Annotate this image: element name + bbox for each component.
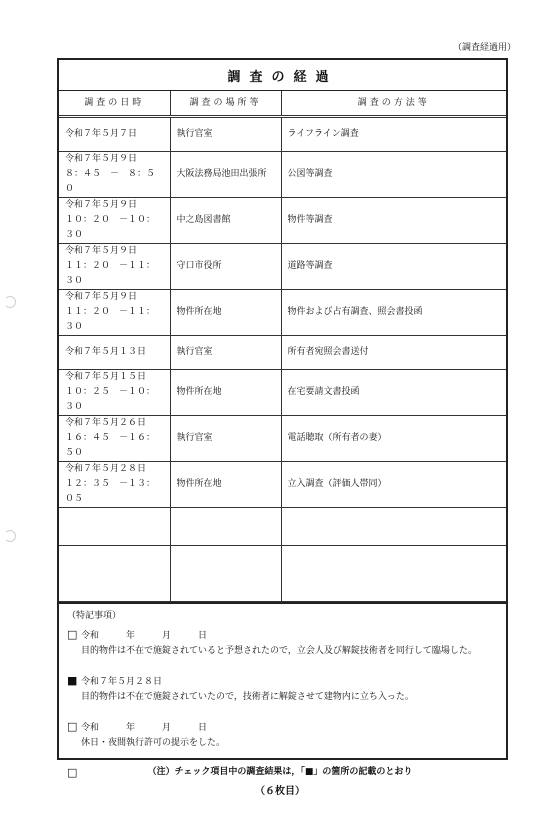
note-item: [67, 628, 498, 656]
cell-method: 立入調査（評価人帯同）: [281, 462, 506, 508]
cell-place: [170, 546, 281, 602]
cell-place: 中之島図書館: [170, 198, 281, 244]
note-item: [67, 720, 498, 748]
cell-method: 電話聴取（所有者の妻）: [281, 416, 506, 462]
cell-date: 令和７年５月７日: [59, 117, 170, 152]
investigation-table: [59, 91, 506, 602]
notes-heading: （特記事項）: [67, 611, 122, 621]
note-text: 休日・夜間執行許可の提示をした。: [81, 738, 226, 748]
note-date: 令和 年 月 日: [81, 631, 208, 641]
cell-date: 令和７年５月１３日: [59, 336, 170, 370]
footnote: （注）チェック項目中の調査結果は，「■」の箇所の記載のとおり: [147, 767, 413, 777]
cell-place: [170, 508, 281, 546]
cell-date: 令和７年５月９日 ８：４５ － ８：５０: [59, 152, 170, 198]
table-row: [59, 290, 506, 336]
cell-place: 守口市役所: [170, 244, 281, 290]
note-date: 令和７年５月２８日: [81, 677, 163, 687]
table-header-row: [59, 91, 506, 117]
table-row: [59, 508, 506, 546]
cell-date: [59, 546, 170, 602]
cell-method: [281, 546, 506, 602]
table-row: [59, 462, 506, 508]
table-row: [59, 336, 506, 370]
form-label: （調査経過用）: [452, 43, 516, 53]
cell-method: ライフライン調査: [281, 117, 506, 152]
cell-date: 令和７年５月９日 １１：２０ －１１：３０: [59, 244, 170, 290]
cell-place: 物件所在地: [170, 370, 281, 416]
cell-method: 道路等調査: [281, 244, 506, 290]
table-row: [59, 152, 506, 198]
cell-date: [59, 508, 170, 546]
cell-method: 所有者宛照会書送付: [281, 336, 506, 370]
cell-place: 物件所在地: [170, 462, 281, 508]
column-header-date: 調査の日時: [59, 91, 170, 117]
cell-method: 物件および占有調査、照会書投函: [281, 290, 506, 336]
page-count: （６枚目）: [255, 786, 305, 797]
table-row: [59, 546, 506, 602]
table-row: [59, 370, 506, 416]
column-header-method: 調査の方法等: [281, 91, 506, 117]
punch-hole-top: [4, 296, 16, 308]
cell-date: 令和７年５月９日 １０：２０ －１０：３０: [59, 198, 170, 244]
table-row: [59, 244, 506, 290]
cell-place: 大阪法務局池田出張所: [170, 152, 281, 198]
form-title: 調査の経過: [59, 60, 506, 91]
cell-date: 令和７年５月２８日 １２：３５ －１３：０５: [59, 462, 170, 508]
cell-date: 令和７年５月２６日 １６：４５ －１６：５０: [59, 416, 170, 462]
cell-method: 公図等調査: [281, 152, 506, 198]
punch-hole-bottom: [4, 530, 16, 542]
cell-date: 令和７年５月１５日 １０：２５ －１０：３０: [59, 370, 170, 416]
cell-method: 物件等調査: [281, 198, 506, 244]
column-header-place: 調査の場所等: [170, 91, 281, 117]
cell-method: [281, 508, 506, 546]
cell-place: 執行官室: [170, 416, 281, 462]
table-row: [59, 416, 506, 462]
unchecked-box-icon: □: [67, 720, 78, 733]
note-item: [67, 674, 498, 702]
table-row: [59, 198, 506, 244]
unchecked-box-icon: □: [67, 628, 78, 641]
unchecked-box-icon: □: [67, 766, 78, 779]
cell-method: 在宅要請文書投函: [281, 370, 506, 416]
cell-date: 令和７年５月９日 １１：２０ －１１：３０: [59, 290, 170, 336]
note-text: 目的物件は不在で施錠されていると予想されたので，立会人及び解錠技術者を同行して臨場した。: [81, 646, 477, 656]
cell-place: 物件所在地: [170, 290, 281, 336]
note-text: 目的物件は不在で施錠されていたので，技術者に解錠させて建物内に立ち入った。: [81, 692, 414, 702]
cell-place: 執行官室: [170, 117, 281, 152]
checked-box-icon: ■: [67, 674, 78, 687]
cell-place: 執行官室: [170, 336, 281, 370]
table-row: [59, 117, 506, 152]
note-date: 令和 年 月 日: [81, 723, 208, 733]
